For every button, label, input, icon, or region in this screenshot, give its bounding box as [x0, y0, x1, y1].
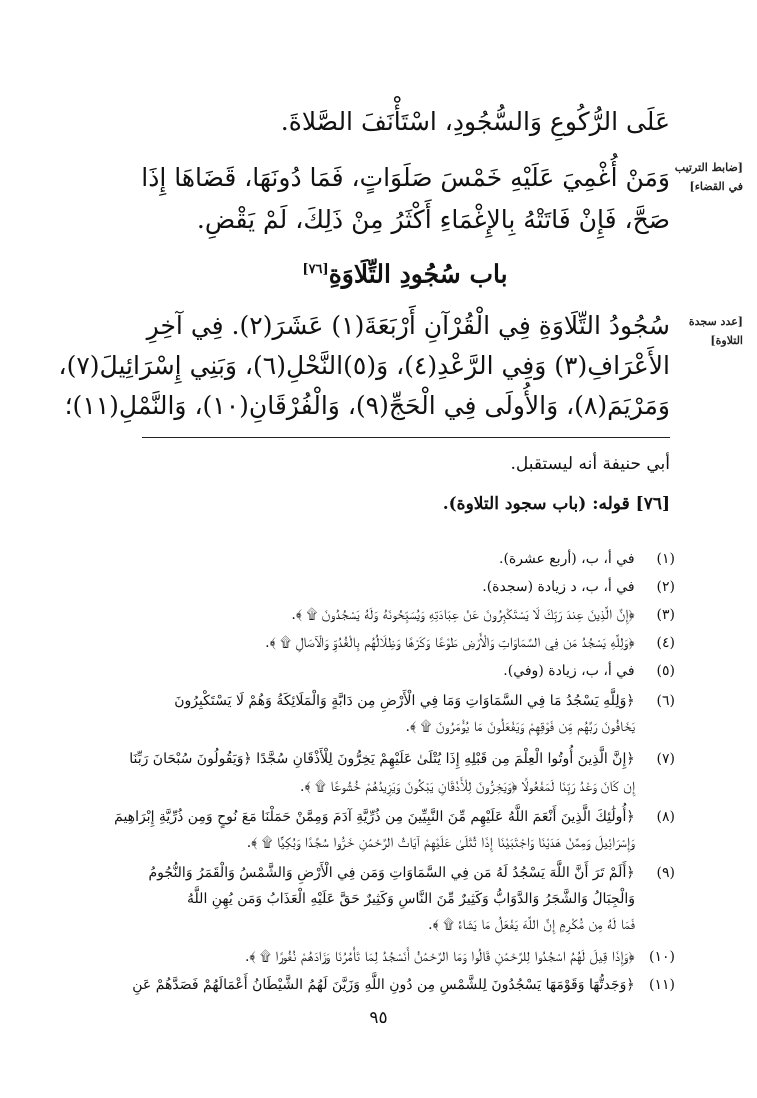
footnote-8-cont: وَإِسْرَائِيلَ وَمِمَّنْ هَدَيْنَا وَاجْتَبَيْنَا إِذَا تُتْلَىٰ عَلَيْهِمْ آيَاتُ الرَّحْمَٰنِ خَرُّوا سُجَّدًا وَبُكِيًّا ۩ ﴾.	[246, 835, 635, 851]
commentary-line-1: أبي حنيفة أنه ليستقبل.	[510, 454, 670, 474]
body-line-1: عَلَى الرُّكُوعِ وَالسُّجُودِ، اسْتَأْنَفَ الصَّلاةَ.	[280, 107, 670, 136]
margin-note-line: [عدد سجدة	[688, 315, 743, 328]
footnote-3: (٣) ﴿إِنَّ الَّذِينَ عِندَ رَبِّكَ لَا يَسْتَكْبِرُونَ عَنْ عِبَادَتِهِ وَيُسَبِّحُونَهُ وَلَهُ يَسْجُدُونَ ۩ ﴾.	[291, 607, 675, 623]
footnote-8: (٨) ﴿أُولَٰئِكَ الَّذِينَ أَنْعَمَ اللَّهُ عَلَيْهِم مِّنَ النَّبِيِّينَ مِن ذُرِّيَّةِ آدَمَ وَمِمَّنْ حَمَلْنَا مَعَ نُوحٍ وَمِن ذُرِّيَّةِ إِبْرَاهِيمَ	[114, 809, 675, 825]
chapter-title: باب سُجُودِ التِّلَاوَةِ	[328, 259, 508, 289]
chapter-ref: [٧٦]	[302, 262, 329, 277]
body-line-4: سُجُودُ التِّلَاوَةِ فِي الْقُرْآنِ أَرْبَعَةَ(١) عَشَرَ(٢). فِي آخِرِ	[146, 311, 670, 340]
body-line-2: وَمَنْ أُغْمِيَ عَلَيْهِ خَمْسَ صَلَوَاتٍ، فَمَا دُونَهَا، قَضَاهَا إِذَا	[141, 163, 670, 192]
footnote-9-cont2: فَمَا لَهُ مِن مُّكْرِمٍ إِنَّ اللَّهَ يَفْعَلُ مَا يَشَاءُ ۩ ﴾.	[428, 917, 635, 933]
footnote-5: (٥) في أ، ب، زيادة (وفي).	[503, 663, 675, 679]
page-number: ٩٥	[369, 1008, 388, 1028]
footnote-6-cont: يَخَافُونَ رَبَّهُم مِّن فَوْقِهِمْ وَيَفْعَلُونَ مَا يُؤْمَرُونَ ۩ ﴾.	[405, 719, 635, 735]
margin-note-line: [ضابط الترتيب	[674, 161, 743, 174]
footnote-6: (٦) ﴿وَلِلَّهِ يَسْجُدُ مَا فِي السَّمَاوَاتِ وَمَا فِي الْأَرْضِ مِن دَابَّةٍ وَالْمَلَائِكَةُ وَهُمْ لَا يَسْتَكْبِرُونَ	[174, 693, 675, 709]
footnote-9-cont: وَالْجِبَالُ وَالشَّجَرُ وَالدَّوَابُّ وَكَثِيرٌ مِّنَ النَّاسِ وَكَثِيرٌ حَقَّ عَلَيْهِ الْعَذَابُ وَمَن يُهِنِ اللَّهُ	[187, 891, 635, 907]
footnote-7: (٧) ﴿إِنَّ الَّذِينَ أُوتُوا الْعِلْمَ مِن قَبْلِهِ إِذَا يُتْلَىٰ عَلَيْهِمْ يَخِرُّونَ لِلْأَذْقَانِ سُجَّدًا ﴿وَيَقُولُونَ سُبْحَانَ رَبِّنَا	[129, 751, 675, 767]
footnote-10: (١٠) ﴿وَإِذَا قِيلَ لَهُمُ اسْجُدُوا لِلرَّحْمَٰنِ قَالُوا وَمَا الرَّحْمَٰنُ أَنَسْجُدُ لِمَا تَأْمُرُنَا وَزَادَهُمْ نُفُورًا ۩ ﴾.	[244, 949, 675, 965]
body-line-3: صَحَّ، فَإِنْ فَاتَتْهُ بِالإِغْمَاءِ أَكْثَرُ مِنْ ذَلِكَ، لَمْ يَقْضِ.	[196, 205, 670, 234]
footnote-9: (٩) ﴿أَلَمْ تَرَ أَنَّ اللَّهَ يَسْجُدُ لَهُ مَن فِي السَّمَاوَاتِ وَمَن فِي الْأَرْضِ وَالشَّمْسُ وَالْقَمَرُ وَالنُّجُومُ	[148, 865, 675, 881]
chapter-heading	[140, 250, 670, 294]
body-line-6: وَمَرْيَمَ(٨)، وَالأُولَى فِي الْحَجِّ(٩)، وَالْفُرْقَانِ(١٠)، وَالنَّمْلِ(١١)؛	[64, 391, 670, 420]
margin-note-line: في القضاء]	[689, 180, 743, 193]
footnote-4: (٤) ﴿وَلِلَّهِ يَسْجُدُ مَن فِي السَّمَاوَاتِ وَالْأَرْضِ طَوْعًا وَكَرْهًا وَظِلَالُهُم بِالْغُدُوِّ وَالْآصَالِ ۩ ﴾.	[265, 635, 675, 651]
margin-note-line: التلاوة]	[710, 334, 743, 347]
footnote-7-cont: إِن كَانَ وَعْدُ رَبِّنَا لَمَفْعُولًا ﴿وَيَخِرُّونَ لِلْأَذْقَانِ يَبْكُونَ وَيَزِيدُهُمْ خُشُوعًا ۩ ﴾.	[300, 779, 635, 795]
commentary-line-2: [٧٦] قوله: (باب سجود التلاوة).	[442, 494, 670, 514]
separator-rule	[142, 437, 670, 438]
footnote-1: (١) في أ، ب، (أربع عشرة).	[499, 551, 675, 567]
body-line-5: الأَعْرَافِ(٣) وَفِي الرَّعْدِ(٤)، وَ(٥)النَّحْلِ(٦)، وَبَنِي إِسْرَائِيلَ(٧)،	[58, 351, 670, 380]
footnote-11: (١١) ﴿وَجَدتُّهَا وَقَوْمَهَا يَسْجُدُونَ لِلشَّمْسِ مِن دُونِ اللَّهِ وَزَيَّنَ لَهُمُ الشَّيْطَانُ أَعْمَالَهُمْ فَصَدَّهُمْ عَنِ	[132, 977, 675, 993]
footnote-2: (٢) في أ، ب، د زيادة (سجدة).	[482, 579, 675, 595]
